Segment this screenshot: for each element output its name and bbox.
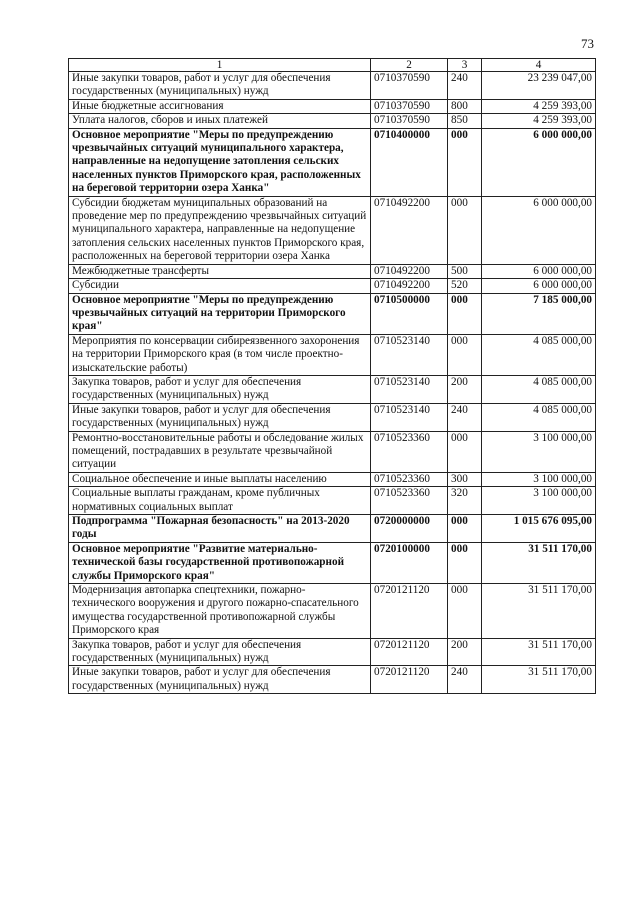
- row-name-cell: Уплата налогов, сборов и иных платежей: [69, 114, 371, 128]
- column-header-3: 3: [448, 59, 482, 72]
- row-name-cell: Мероприятия по консервации сибиреязвенного захоронения на территории Приморского края (в том числе проектно-изыскательские работы): [69, 334, 371, 375]
- row-type-cell: 520: [448, 279, 482, 293]
- row-type-cell: 300: [448, 472, 482, 486]
- table-row: [69, 487, 596, 515]
- row-name-cell: Основное мероприятие "Развитие материально-технической базы государственной противопожарной службы Приморского края": [69, 542, 371, 583]
- row-name-cell: Иные закупки товаров, работ и услуг для обеспечения государственных (муниципальных) нужд: [69, 72, 371, 100]
- row-name-cell: Социальные выплаты гражданам, кроме публичных нормативных социальных выплат: [69, 487, 371, 515]
- row-name-cell: Иные бюджетные ассигнования: [69, 99, 371, 113]
- row-type-cell: 240: [448, 403, 482, 431]
- row-name-cell: Субсидии бюджетам муниципальных образований на проведение мер по предупреждению чрезвычайных ситуаций муниципального характера, направленные на недопущение затопления сельских населенных пунктов Приморского края, расположенных на береговой территории озера Ханка: [69, 196, 371, 264]
- table-row: [69, 584, 596, 639]
- table-header-row: [69, 59, 596, 72]
- row-name-cell: Ремонтно-восстановительные работы и обследование жилых помещений, пострадавших в результате чрезвычайной ситуации: [69, 431, 371, 472]
- row-type-cell: 800: [448, 99, 482, 113]
- row-code-cell: 0710370590: [371, 114, 448, 128]
- row-amount-cell: 3 100 000,00: [482, 431, 596, 472]
- row-amount-cell: 6 000 000,00: [482, 128, 596, 196]
- row-type-cell: 000: [448, 584, 482, 639]
- table-row: [69, 264, 596, 278]
- table-row: [69, 128, 596, 196]
- row-name-cell: Социальное обеспечение и иные выплаты населению: [69, 472, 371, 486]
- row-name-cell: Закупка товаров, работ и услуг для обеспечения государственных (муниципальных) нужд: [69, 375, 371, 403]
- row-amount-cell: 4 085 000,00: [482, 403, 596, 431]
- column-header-1: 1: [69, 59, 371, 72]
- table-row: [69, 472, 596, 486]
- row-name-cell: Основное мероприятие "Меры по предупреждению чрезвычайных ситуаций муниципального характера, направленные на недопущение затопления сельских населенных пунктов Приморского края, расположенных на береговой территории озера Ханка": [69, 128, 371, 196]
- row-code-cell: 0720121120: [371, 666, 448, 694]
- row-amount-cell: 4 259 393,00: [482, 99, 596, 113]
- page-number: 73: [581, 36, 594, 51]
- row-code-cell: 0720121120: [371, 638, 448, 666]
- row-type-cell: 000: [448, 334, 482, 375]
- table-row: [69, 403, 596, 431]
- row-type-cell: 000: [448, 542, 482, 583]
- row-code-cell: 0710523140: [371, 375, 448, 403]
- table-row: [69, 72, 596, 100]
- row-code-cell: 0710523360: [371, 487, 448, 515]
- row-amount-cell: 6 000 000,00: [482, 196, 596, 264]
- row-code-cell: 0710400000: [371, 128, 448, 196]
- row-name-cell: Субсидии: [69, 279, 371, 293]
- column-header-2: 2: [371, 59, 448, 72]
- row-type-cell: 200: [448, 375, 482, 403]
- row-code-cell: 0710370590: [371, 72, 448, 100]
- table-row: [69, 196, 596, 264]
- table-row: [69, 638, 596, 666]
- row-amount-cell: 23 239 047,00: [482, 72, 596, 100]
- row-type-cell: 850: [448, 114, 482, 128]
- row-code-cell: 0710492200: [371, 264, 448, 278]
- row-code-cell: 0710523140: [371, 334, 448, 375]
- row-amount-cell: 31 511 170,00: [482, 638, 596, 666]
- row-code-cell: 0710523140: [371, 403, 448, 431]
- row-amount-cell: 31 511 170,00: [482, 666, 596, 694]
- row-amount-cell: 4 085 000,00: [482, 334, 596, 375]
- budget-table: [68, 58, 596, 694]
- row-amount-cell: 3 100 000,00: [482, 472, 596, 486]
- table-row: [69, 431, 596, 472]
- row-amount-cell: 6 000 000,00: [482, 264, 596, 278]
- row-amount-cell: 4 259 393,00: [482, 114, 596, 128]
- row-code-cell: 0720121120: [371, 584, 448, 639]
- row-code-cell: 0710370590: [371, 99, 448, 113]
- row-type-cell: 000: [448, 431, 482, 472]
- table-row: [69, 293, 596, 334]
- table-row: [69, 99, 596, 113]
- row-name-cell: Модернизация автопарка спецтехники, пожарно-технического вооружения и другого пожарно-спасательного имущества государственной противопожарной службы Приморского края: [69, 584, 371, 639]
- row-type-cell: 000: [448, 128, 482, 196]
- row-name-cell: Подпрограмма "Пожарная безопасность" на 2013-2020 годы: [69, 515, 371, 543]
- row-type-cell: 500: [448, 264, 482, 278]
- row-code-cell: 0710492200: [371, 279, 448, 293]
- row-name-cell: Иные закупки товаров, работ и услуг для обеспечения государственных (муниципальных) нужд: [69, 403, 371, 431]
- row-amount-cell: 31 511 170,00: [482, 542, 596, 583]
- row-name-cell: Межбюджетные трансферты: [69, 264, 371, 278]
- row-type-cell: 000: [448, 515, 482, 543]
- table-row: [69, 542, 596, 583]
- row-amount-cell: 3 100 000,00: [482, 487, 596, 515]
- row-amount-cell: 31 511 170,00: [482, 584, 596, 639]
- row-type-cell: 240: [448, 72, 482, 100]
- table-row: [69, 515, 596, 543]
- row-type-cell: 000: [448, 293, 482, 334]
- row-code-cell: 0720000000: [371, 515, 448, 543]
- table-row: [69, 114, 596, 128]
- table-row: [69, 334, 596, 375]
- table-row: [69, 666, 596, 694]
- row-name-cell: Иные закупки товаров, работ и услуг для обеспечения государственных (муниципальных) нужд: [69, 666, 371, 694]
- row-amount-cell: 1 015 676 095,00: [482, 515, 596, 543]
- row-type-cell: 000: [448, 196, 482, 264]
- row-type-cell: 320: [448, 487, 482, 515]
- row-code-cell: 0710492200: [371, 196, 448, 264]
- row-amount-cell: 4 085 000,00: [482, 375, 596, 403]
- row-type-cell: 200: [448, 638, 482, 666]
- row-amount-cell: 7 185 000,00: [482, 293, 596, 334]
- row-type-cell: 240: [448, 666, 482, 694]
- column-header-4: 4: [482, 59, 596, 72]
- table-body: [69, 72, 596, 694]
- row-code-cell: 0710523360: [371, 431, 448, 472]
- row-amount-cell: 6 000 000,00: [482, 279, 596, 293]
- row-name-cell: Основное мероприятие "Меры по предупреждению чрезвычайных ситуаций на территории Приморского края": [69, 293, 371, 334]
- row-code-cell: 0710523360: [371, 472, 448, 486]
- row-code-cell: 0710500000: [371, 293, 448, 334]
- row-code-cell: 0720100000: [371, 542, 448, 583]
- table-row: [69, 375, 596, 403]
- table-row: [69, 279, 596, 293]
- row-name-cell: Закупка товаров, работ и услуг для обеспечения государственных (муниципальных) нужд: [69, 638, 371, 666]
